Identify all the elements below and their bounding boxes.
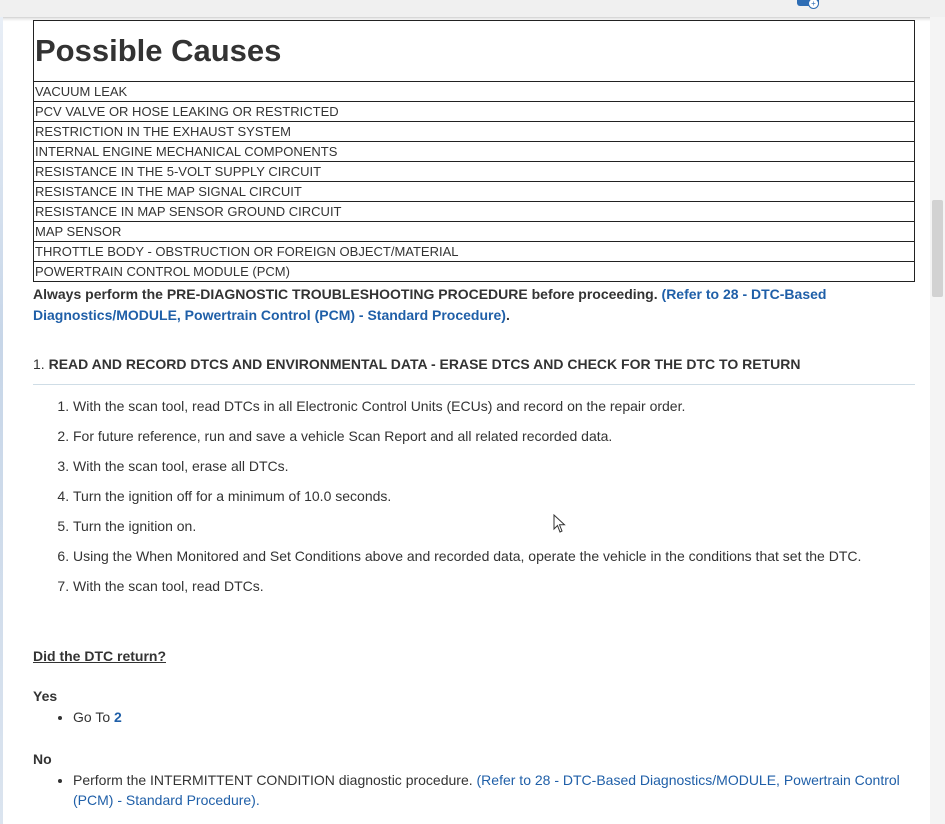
cause-row: PCV VALVE OR HOSE LEAKING OR RESTRICTED	[34, 102, 915, 122]
list-item	[73, 770, 915, 810]
list-item: 3. With the scan tool, erase all DTCs.	[73, 451, 915, 481]
list-item: 5. Turn the ignition on.	[73, 511, 915, 541]
vertical-scrollbar[interactable]	[930, 17, 945, 824]
add-icon: +	[808, 0, 819, 9]
scrollbar-thumb[interactable]	[932, 200, 943, 297]
pre-diagnostic-note	[33, 284, 915, 326]
step-number: 1.	[33, 356, 45, 372]
top-toolbar	[0, 0, 945, 18]
step-title: READ AND RECORD DTCS AND ENVIRONMENTAL DATA - ERASE DTCS AND CHECK FOR THE DTC TO RETURN	[48, 356, 801, 372]
list-item	[73, 707, 915, 727]
possible-causes-title: Possible Causes	[34, 21, 915, 82]
yes-action-text: Go To	[73, 709, 111, 725]
pre-diagnostic-period: .	[505, 307, 510, 323]
cause-row: VACUUM LEAK	[34, 82, 915, 102]
cause-row: RESISTANCE IN MAP SENSOR GROUND CIRCUIT	[34, 202, 915, 222]
no-action-text: Perform the INTERMITTENT CONDITION diagnostic procedure.	[73, 772, 473, 788]
no-actions	[33, 770, 915, 810]
step-1-heading	[33, 356, 915, 385]
yes-actions	[33, 707, 915, 727]
cause-row: RESISTANCE IN THE 5-VOLT SUPPLY CIRCUIT	[34, 162, 915, 182]
document-content	[33, 20, 915, 810]
possible-causes-table	[33, 20, 915, 282]
pre-diagnostic-text: Always perform the PRE-DIAGNOSTIC TROUBLESHOOTING PROCEDURE before proceeding.	[33, 286, 658, 302]
list-item: 2. For future reference, run and save a vehicle Scan Report and all related recorded data.	[73, 421, 915, 451]
intermittent-condition-link[interactable]: (Refer to 28 - DTC-Based Diagnostics/MODULE, Powertrain Control (PCM) - Standard Procedure).	[73, 772, 900, 808]
pre-diagnostic-link[interactable]: (Refer to 28 - DTC-Based Diagnostics/MODULE, Powertrain Control (PCM) - Standard Procedure)	[33, 286, 827, 323]
left-edge-strip	[0, 17, 3, 824]
step-1-instructions	[33, 391, 915, 601]
list-item: 7. With the scan tool, read DTCs.	[73, 571, 915, 601]
yes-label: Yes	[33, 688, 58, 704]
go-to-step-2-link[interactable]: 2	[114, 709, 122, 725]
cause-row: RESTRICTION IN THE EXHAUST SYSTEM	[34, 122, 915, 142]
cause-row: MAP SENSOR	[34, 222, 915, 242]
cause-row: POWERTRAIN CONTROL MODULE (PCM)	[34, 262, 915, 282]
no-label: No	[33, 751, 52, 767]
list-item: 1. With the scan tool, read DTCs in all Electronic Control Units (ECUs) and record on the repair order.	[73, 391, 915, 421]
list-item: 4. Turn the ignition off for a minimum of 10.0 seconds.	[73, 481, 915, 511]
list-item: 6. Using the When Monitored and Set Conditions above and recorded data, operate the vehicle in the conditions that set the DTC.	[73, 541, 915, 571]
cause-row: THROTTLE BODY - OBSTRUCTION OR FOREIGN OBJECT/MATERIAL	[34, 242, 915, 262]
dtc-return-question: Did the DTC return?	[33, 648, 166, 664]
cause-row: RESISTANCE IN THE MAP SIGNAL CIRCUIT	[34, 182, 915, 202]
cause-row: INTERNAL ENGINE MECHANICAL COMPONENTS	[34, 142, 915, 162]
mouse-pointer-icon	[553, 514, 567, 534]
